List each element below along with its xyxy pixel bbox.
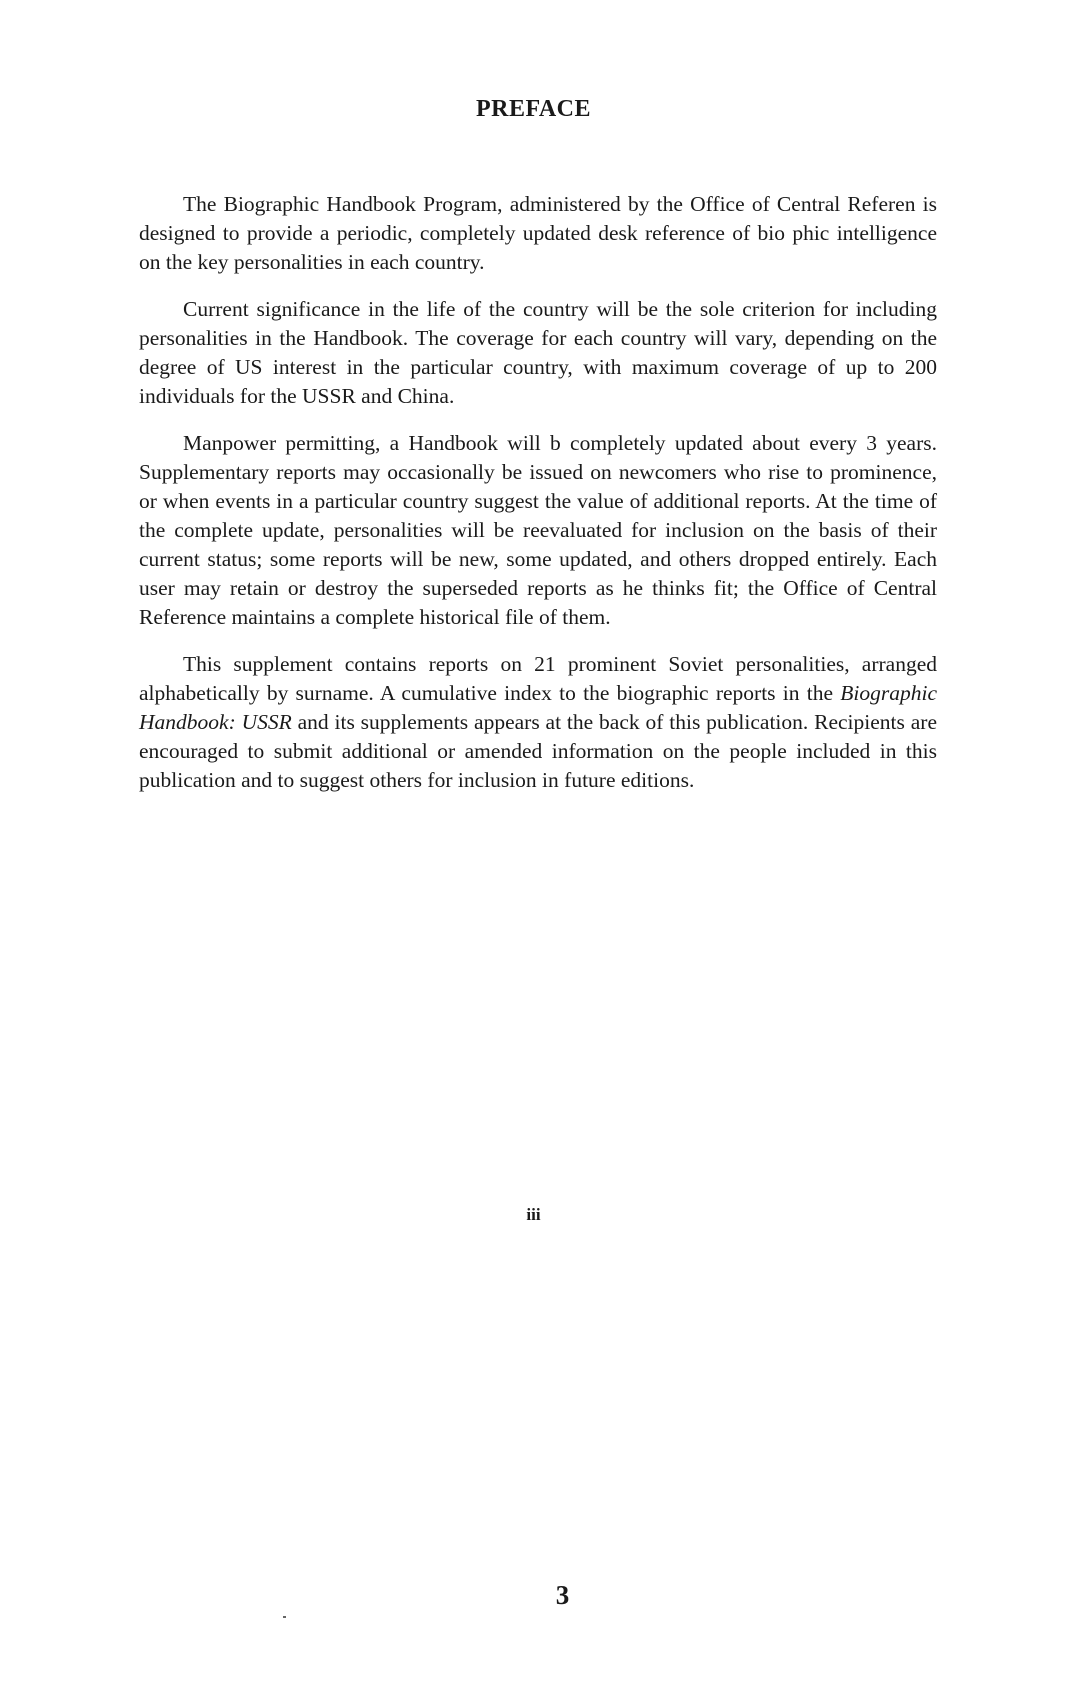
paragraph-selection-criteria: Current significance in the life of the country will be the sole criterion for including personalities in the Handbook. The coverage for each country will vary, depending on the degree of US interest in the particular country, with maximum coverage of up to 200 individuals for the USSR and China. bbox=[139, 297, 937, 408]
paragraph-program-description: The Biographic Handbook Program, administered by the Office of Central Referen is designed to provide a periodic, completely updated desk reference of bio phic intelligence on the key personalities in each country. bbox=[139, 192, 937, 274]
page-number: 3 bbox=[555, 1580, 570, 1610]
preface-body bbox=[139, 190, 937, 813]
paragraph-text: This supplement contains reports on 21 prominent Soviet personalities, arranged alphabetically by surname. A cumulative index to the biographic reports in the bbox=[139, 652, 937, 705]
paragraph-text: and its supplements appears at the back of this publication. Recipients are encouraged to submit additional or amended information on the people included in this publication and to suggest others for inclusion in future editions. bbox=[139, 710, 937, 792]
publication-title: Biographic Handbook: USSR bbox=[139, 681, 937, 734]
roman-page-number: iii bbox=[526, 1205, 541, 1224]
page-title: PREFACE bbox=[475, 96, 592, 122]
paragraph-supplement-contents bbox=[139, 650, 937, 795]
scan-speck bbox=[283, 1616, 286, 1618]
paragraph-update-schedule: Manpower permitting, a Handbook will b completely updated about every 3 years. Supplementary reports may occasionally be issued on newcomers who rise to prominence, or when events in a particular country suggest the value of additional reports. At the time of the complete update, personalities will be reevaluated for inclusion on the basis of their current status; some reports will be new, some updated, and others dropped entirely. Each user may retain or destroy the superseded reports as he thinks fit; the Office of Central Reference maintains a complete historical file of them. bbox=[139, 431, 937, 629]
